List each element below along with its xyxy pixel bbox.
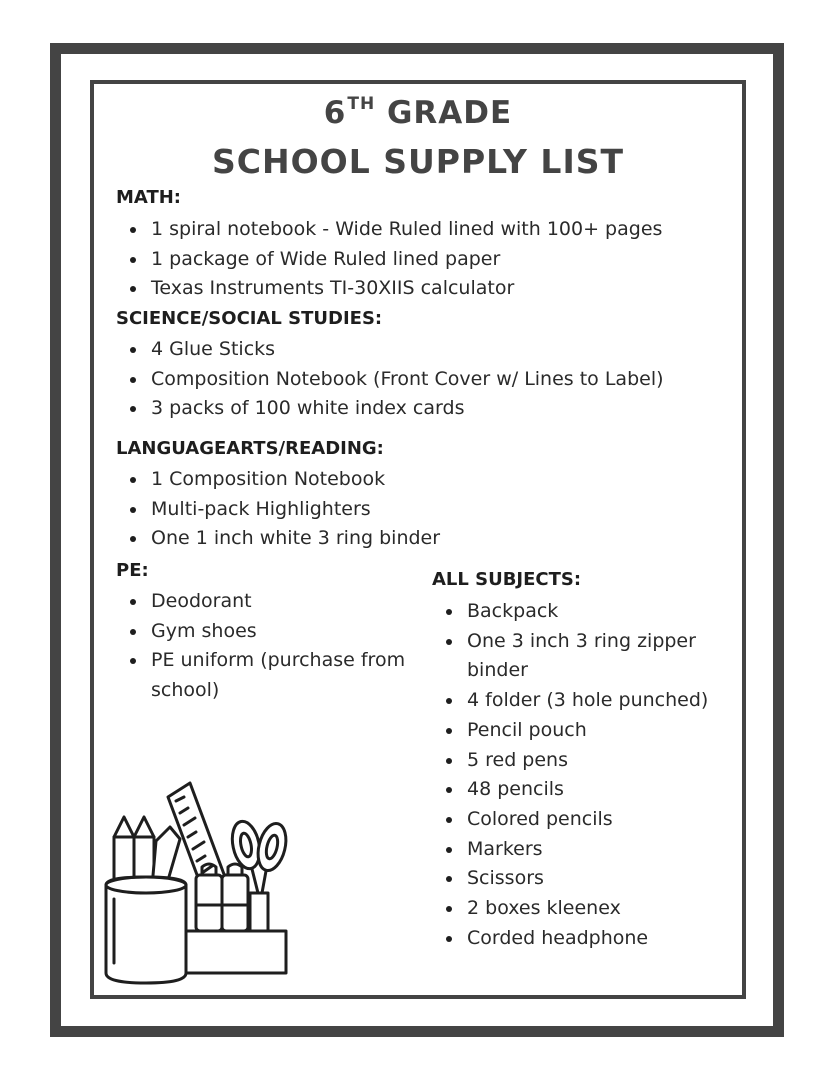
- list-item: 4 Glue Sticks: [116, 335, 664, 365]
- list-item: Deodorant: [116, 587, 421, 617]
- list-item: 48 pencils: [432, 775, 737, 805]
- list-item: Pencil pouch: [432, 716, 737, 746]
- list-item: Colored pencils: [432, 805, 737, 835]
- list-math: [116, 215, 662, 304]
- list-item: Backpack: [432, 597, 737, 627]
- list-item: PE uniform (purchase from school): [116, 646, 421, 705]
- list-item: One 3 inch 3 ring zipper binder: [432, 627, 737, 686]
- list-pe: [116, 587, 421, 706]
- list-science: [116, 335, 664, 424]
- list-item: Markers: [432, 835, 737, 865]
- list-language-arts: [116, 465, 440, 554]
- section-heading-all-subjects: ALL SUBJECTS:: [432, 569, 582, 590]
- list-item: 1 spiral notebook - Wide Ruled lined with 100+ pages: [116, 215, 662, 245]
- list-all-subjects: [432, 597, 737, 953]
- list-item: One 1 inch white 3 ring binder: [116, 524, 440, 554]
- list-item: 2 boxes kleenex: [432, 894, 737, 924]
- section-heading-science: SCIENCE/SOCIAL STUDIES:: [116, 308, 383, 329]
- list-item: 3 packs of 100 white index cards: [116, 394, 664, 424]
- section-heading-language-arts: LANGUAGEARTS/READING:: [116, 438, 384, 459]
- holder-box: [186, 931, 286, 973]
- list-item: 5 red pens: [432, 746, 737, 776]
- glue-sticks-icon: [196, 864, 268, 933]
- list-item: Corded headphone: [432, 924, 737, 954]
- list-item: Composition Notebook (Front Cover w/ Lines to Label): [116, 365, 664, 395]
- page-title: SCHOOL SUPPLY LIST: [211, 142, 625, 181]
- list-item: Scissors: [432, 864, 737, 894]
- list-item: 1 Composition Notebook: [116, 465, 440, 495]
- school-supplies-cup-icon: [100, 775, 300, 990]
- list-item: Gym shoes: [116, 617, 421, 647]
- list-item: Multi-pack Highlighters: [116, 495, 440, 525]
- page-title-grade: 6TH GRADE: [323, 94, 513, 131]
- cup-icon: [106, 877, 186, 983]
- list-item: 4 folder (3 hole punched): [432, 686, 737, 716]
- list-item: 1 package of Wide Ruled lined paper: [116, 245, 662, 275]
- section-heading-pe: PE:: [116, 560, 149, 581]
- list-item: Texas Instruments TI-30XIIS calculator: [116, 274, 662, 304]
- section-heading-math: MATH:: [116, 187, 181, 208]
